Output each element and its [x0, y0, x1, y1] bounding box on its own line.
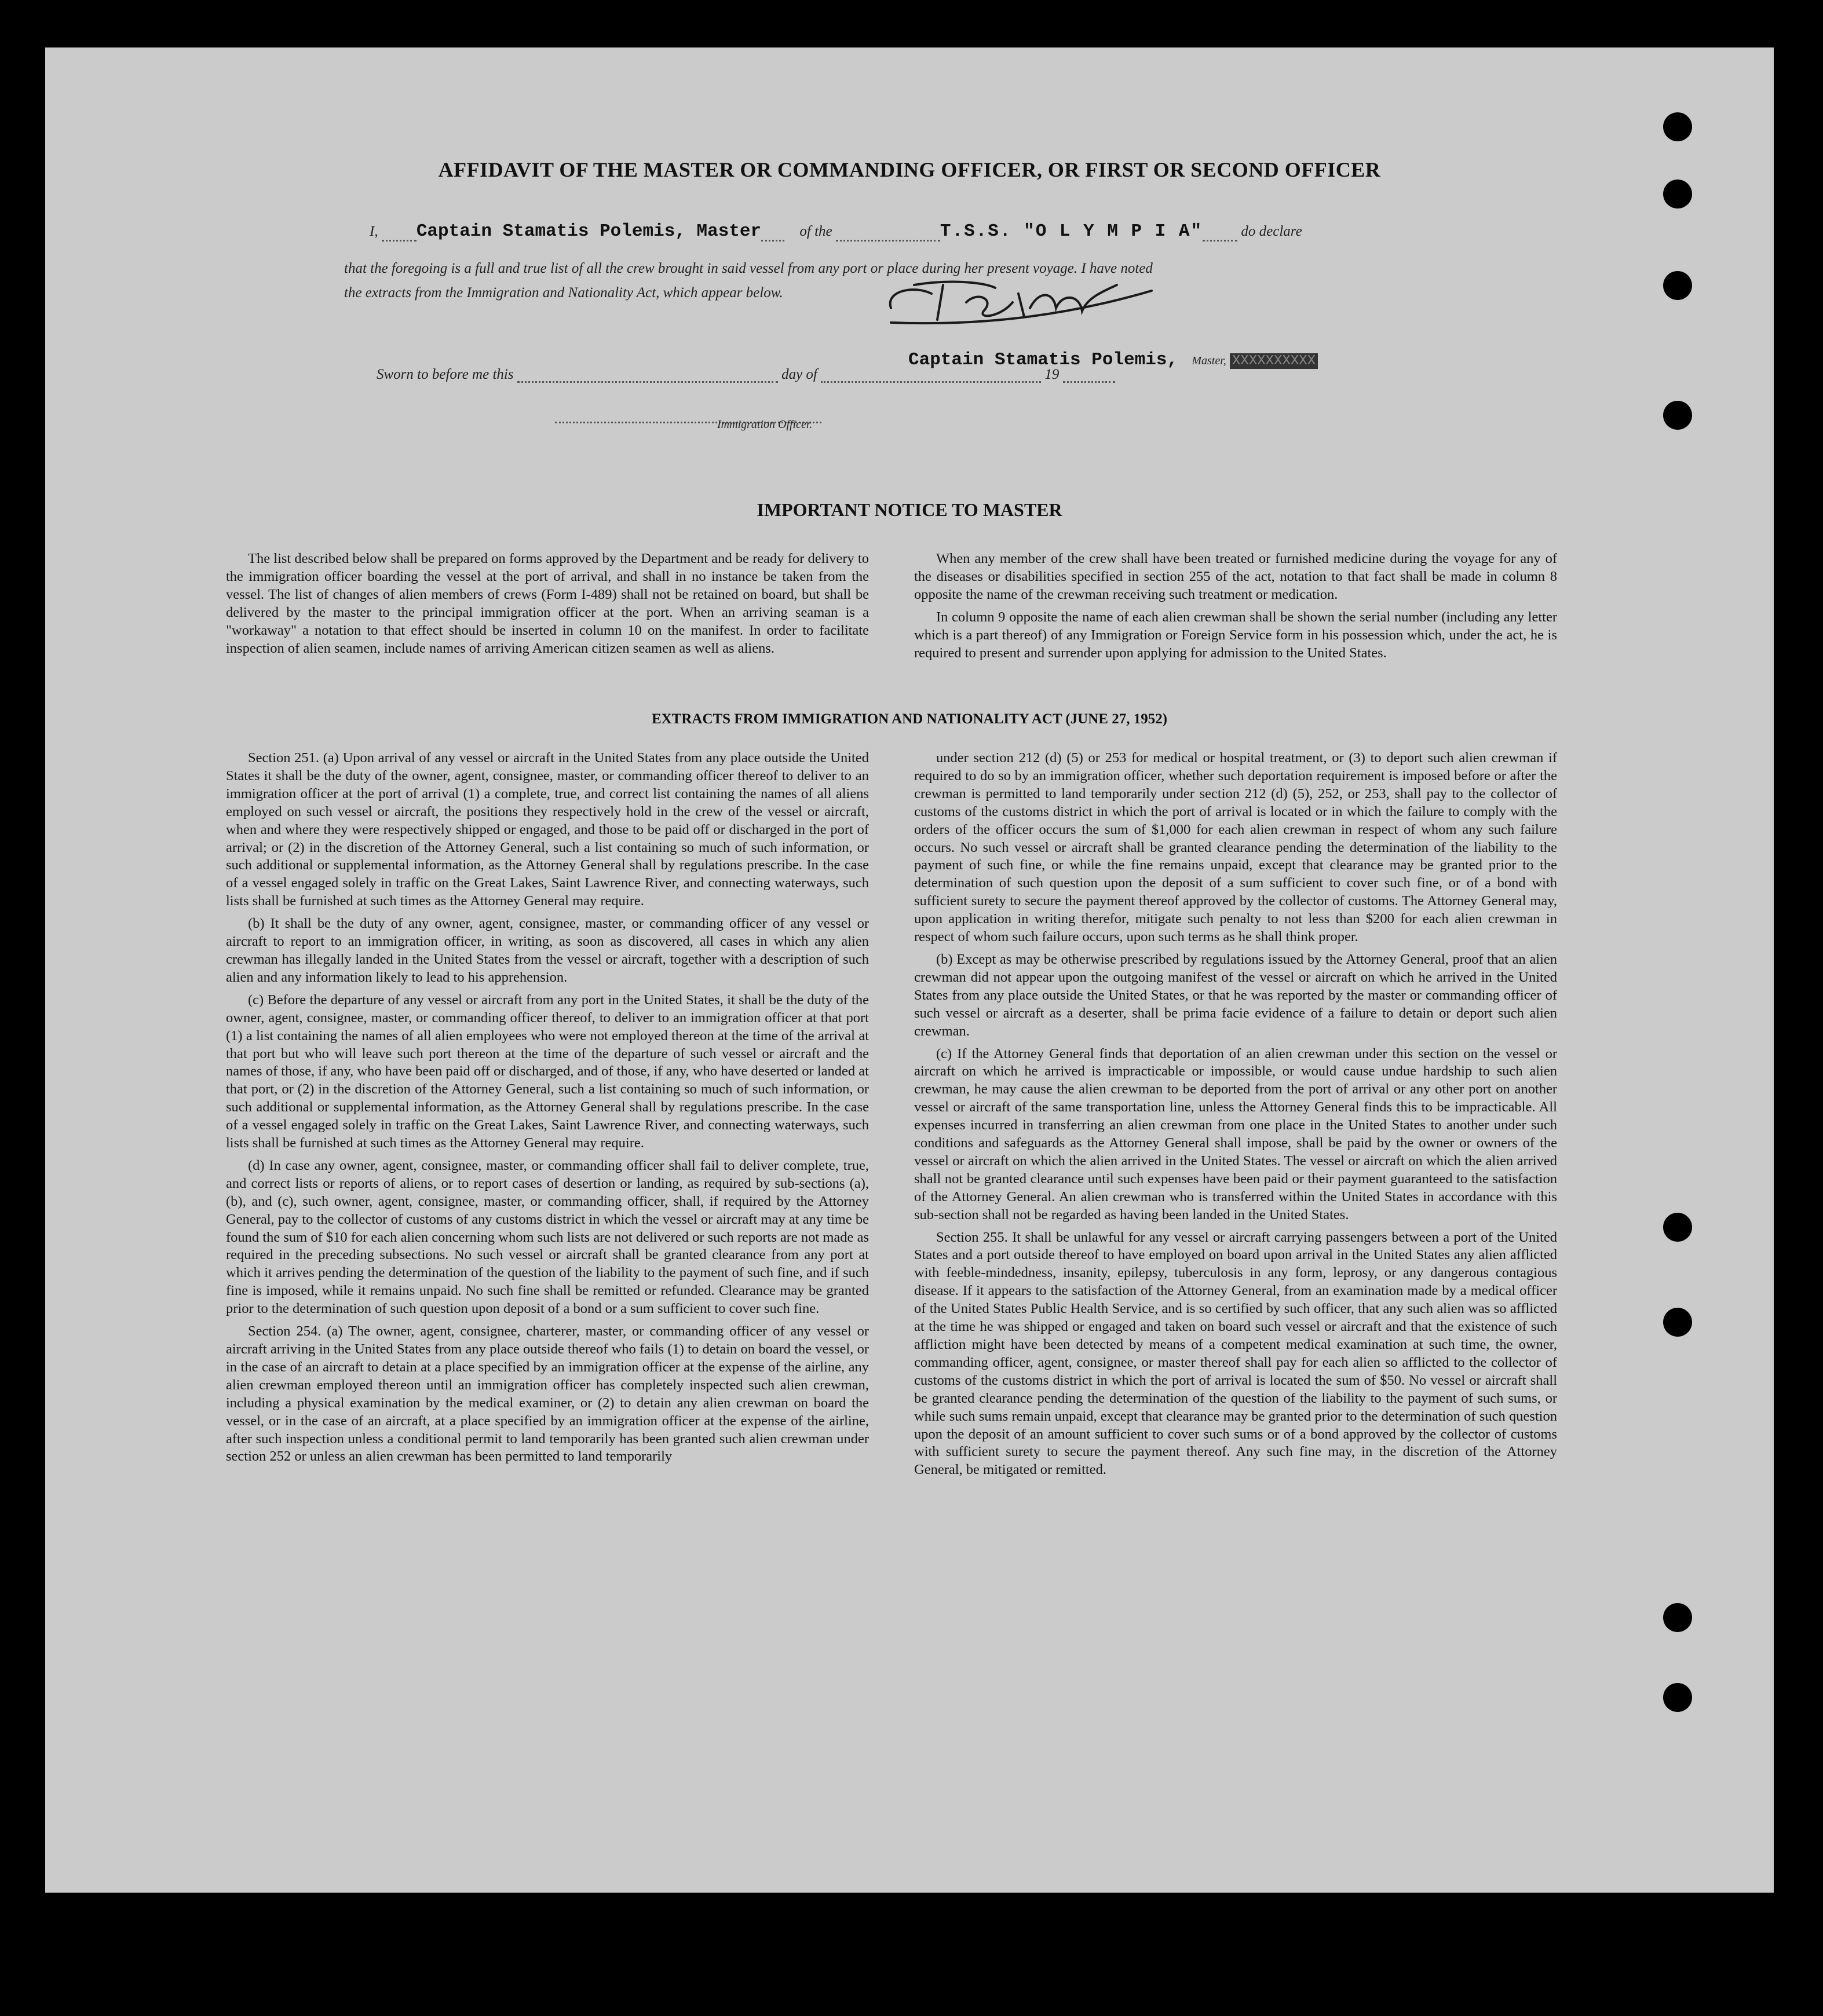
- punch-hole: [1663, 271, 1692, 300]
- act-paragraph: (b) It shall be the duty of any owner, agent, consignee, master, or commanding officer of any vessel or aircraft to report to an immigration officer, in writing, as soon as discovered, all cases in which any alien crewman has illegally landed in the United States from the vessel or aircraft, together with a description of such alien and any information likely to lead to his apprehension.: [226, 916, 869, 985]
- notice-title: IMPORTANT NOTICE TO MASTER: [757, 499, 1062, 520]
- sworn-label: Sworn to before me this: [377, 367, 514, 382]
- punch-hole: [1663, 1308, 1692, 1337]
- affidavit-title: AFFIDAVIT OF THE MASTER OR COMMANDING OFFICER, OR FIRST OR SECOND OFFICER: [438, 158, 1381, 181]
- punch-hole: [1663, 112, 1692, 141]
- act-paragraph: (c) Before the departure of any vessel or aircraft from any port in the United States, it shall be the duty of the owner, agent, consignee, master, or commanding officer thereof, to deliver to an immigration officer at that port (1) a list containing the names of all alien employees who were not employed thereon at the time of the arrival at that port but who will leave such port thereon at the time of the departure of such vessel or aircraft and the names of those, if any, who have been paid off or discharged, and of those, if any, who have deserted or landed at that port, or (2) in the discretion of the Attorney General, such a list containing so much of such information, or such additional or supplemental information, as the Attorney General shall by regulations prescribe. In the case of a vessel engaged solely in traffic on the Great Lakes, Saint Lawrence River, and connecting waterways, such lists shall be furnished at such times as the Attorney General may require.: [226, 991, 869, 1151]
- sworn-master-name: Captain Stamatis Polemis,: [908, 350, 1178, 370]
- notice-paragraph: The list described below shall be prepared on forms approved by the Department and be ready for delivery to the immigration officer boarding the vessel at the port of arrival, and shall in no instance be taken from the vessel. The list of changes of alien members of crews (Form I-489) shall not be retained on board, but shall be delivered by the master to the principal immigration officer at the port. When an arriving seaman is a "workaway" a notation to that effect should be inserted in column 10 on the manifest. In order to facilitate inspection of alien seamen, include names of arriving American citizen seamen as well as aliens.: [226, 551, 869, 656]
- sworn-line: [377, 366, 1115, 383]
- extracts-title: EXTRACTS FROM IMMIGRATION AND NATIONALITY ACT (JUNE 27, 1952): [651, 711, 1168, 727]
- act-paragraph: (c) If the Attorney General finds that deportation of an alien crewman under this section on the vessel or aircraft on which he arrived is impracticable or impossible, or would cause undue hardship to such alien crewman, he may cause the alien crewman to be deported from the port of arrival or any other port on another vessel or aircraft of the same transportation line, unless the Attorney General finds this to be impracticable. All expenses incurred in transferring an alien crewman from one place in the United States to another under such conditions and safeguards as the Attorney General shall impose, shall be paid by the owner or owners of the vessel or aircraft on which the alien arrived in the United States. The vessel or aircraft on which the alien arrived shall not be granted clearance until such expenses have been paid or their payment guaranteed to the satisfaction of the Attorney General. An alien crewman who is transferred within the United States in accordance with this sub-section shall not be regarded as having been landed in the United States.: [914, 1045, 1557, 1223]
- notice-left-column: [226, 550, 869, 662]
- act-paragraph: Section 254. (a) The owner, agent, consignee, charterer, master, or commanding officer of any vessel or aircraft arriving in the United States from any place outside thereof who fails (1) to detain on board the vessel, or in the case of an aircraft to detain at a place specified by an immigration officer at the expense of the airline, any alien crewman employed thereon until an immigration officer has completely inspected such alien crewman, including a physical examination by the medical examiner, or (2) to detain any alien crewman on board the vessel, or in the case of an aircraft, at a place specified by an immigration officer at the expense of the airline, after such inspection unless a conditional permit to land temporarily has been granted such alien crewman under section 252 or unless an alien crewman has been permitted to land temporarily: [226, 1323, 869, 1465]
- officer-label: Immigration Officer.: [717, 418, 813, 431]
- punch-hole: [1663, 1213, 1692, 1242]
- act-paragraph: Section 255. It shall be unlawful for any vessel or aircraft carrying passengers between a port of the United States and a port outside thereof to have employed on board upon arrival in the United States any alien afflicted with feeble-mindedness, insanity, epilepsy, tuberculosis in any form, leprosy, or any dangerous contagious disease. If it appears to the satisfaction of the Attorney General, from an examination made by a medical officer of the United States Public Health Service, and is so certified by such officer, that any such alien was so afflicted at the time he was shipped or engaged and taken on board such vessel or aircraft and that the existence of such affliction might have been detected by means of a competent medical examination at such time, the owner, commanding officer, agent, consignee, or master thereof shall pay for each alien so afflicted to the collector of customs of the customs district in which the port of arrival is located the sum of $50. No vessel or aircraft shall be granted clearance pending the determination of the question of the liability to the payment of such sums, or while such sums remain unpaid, except that clearance may be granted prior to the determination of such question upon the deposit of an amount sufficient to cover such sums or of a bond approved by the collector of customs with sufficient surety to secure the payment thereof. Any such fine may, in the discretion of the Attorney General, be mitigated or remitted.: [914, 1229, 1557, 1478]
- act-paragraph: (b) Except as may be otherwise prescribed by regulations issued by the Attorney General, proof that an alien crewman did not appear upon the outgoing manifest of the vessel or aircraft on which he arrived in the United States from any place outside the United States, or that he was reported by the master or commanding officer of such vessel or aircraft as a deserter, shall be prima facie evidence of a failure to detain or deport such alien crewman.: [914, 951, 1557, 1039]
- vessel-name: T.S.S. "O L Y M P I A": [940, 221, 1203, 242]
- day-of-label: day of: [781, 367, 817, 382]
- notice-paragraph: When any member of the crew shall have been treated or furnished medicine during the voyage for any of the diseases or disabilities specified in section 255 of the act, notation to that fact shall be made in column 8 opposite the name of the crewman receiving such treatment or medication.: [914, 551, 1557, 602]
- act-paragraph: under section 212 (d) (5) or 253 for medical or hospital treatment, or (3) to deport such alien crewman if required to do so by an immigration officer, whether such deportation requirement is imposed before or after the crewman is permitted to land temporarily under section 212 (d) (5), 252, or 253, shall pay to the collector of customs of the customs district in which the port of arrival is located or in which the failure to comply with the orders of the officer occurs the sum of $1,000 for each alien crewman in respect of whom any such failure occurs. No such vessel or aircraft shall be granted clearance pending the determination of the liability to the payment of such fine, or while the fine remains unpaid, except that clearance may be granted prior to the determination of such question upon the deposit of a sum sufficient to cover such fine, or of a bond with sufficient surety to secure the payment thereof approved by the collector of customs. The Attorney General may, upon application in writing therefor, mitigate such penalty to not less than $200 for each alien crewman in respect of whom such failure occurs, upon such terms as he shall think proper.: [914, 750, 1557, 945]
- affidavit-line-2: that the foregoing is a full and true list of all the crew brought in said vessel from any port or place during her present voyage. I have noted: [344, 261, 1153, 276]
- punch-hole: [1663, 401, 1692, 430]
- punch-hole: [1663, 1603, 1692, 1632]
- master-label: Master,: [1192, 354, 1226, 367]
- punch-hole: [1663, 180, 1692, 208]
- master-name: Captain Stamatis Polemis, Master: [416, 221, 762, 242]
- extracts-left-column: [226, 749, 869, 1470]
- affidavit-line-1: [370, 221, 1302, 242]
- do-declare-label: do declare: [1241, 224, 1302, 239]
- punch-hole: [1663, 1683, 1692, 1712]
- affidavit-line-3: the extracts from the Immigration and Nationality Act, which appear below.: [344, 285, 783, 301]
- year-label: 19: [1044, 367, 1060, 382]
- act-paragraph: Section 251. (a) Upon arrival of any vessel or aircraft in the United States from any place outside the United States it shall be the duty of the owner, agent, consignee, master, or commanding officer thereof to deliver to an immigration officer at the port of arrival (1) a complete, true, and correct list containing the names of all aliens employed on such vessel or aircraft, the positions they respectively hold in the crew of the vessel or aircraft, when and where they were respectively shipped or engaged, and those to be paid off or discharged in the port of arrival; or (2) in the discretion of the Attorney General, such a list containing so much of such information, or such additional or supplemental information, as the Attorney General shall by regulations prescribe. In the case of a vessel engaged solely in traffic on the Great Lakes, Saint Lawrence River, and connecting waterways, such lists shall be furnished at such times as the Attorney General may require.: [226, 750, 869, 909]
- signature: [879, 268, 1181, 331]
- notice-right-column: [914, 550, 1557, 667]
- struck-out-title: XXXXXXXXXX: [1230, 353, 1318, 369]
- of-the-label: of the: [799, 224, 832, 239]
- document-page: [45, 47, 1774, 1893]
- extracts-right-column: [914, 749, 1557, 1484]
- i-label: I,: [370, 224, 378, 239]
- notice-paragraph: In column 9 opposite the name of each alien crewman shall be shown the serial number (including any letter which is a part thereof) of any Immigration or Foreign Service form in his possession which, under the act, he is required to present and surrender upon applying for admission to the United States.: [914, 609, 1557, 661]
- act-paragraph: (d) In case any owner, agent, consignee, master, or commanding officer shall fail to deliver complete, true, and correct lists or reports of aliens, or to report cases of desertion or landing, as required by sub-sections (a), (b), and (c), such owner, agent, consignee, master, or commanding officer, shall, if required by the Attorney General, pay to the collector of customs of any customs district in which the vessel or aircraft may at any time be found the sum of $10 for each alien concerning whom such lists are not delivered or such reports are not made as required in the preceding subsections. No such vessel or aircraft shall be granted clearance from any port at which it arrives pending the determination of the question of the liability to the payment of such fine, and if such fine is imposed, while it remains unpaid. No such fine shall be remitted or refunded. Clearance may be granted prior to the determination of such question upon deposit of a bond or a sum sufficient to cover such fine.: [226, 1157, 869, 1317]
